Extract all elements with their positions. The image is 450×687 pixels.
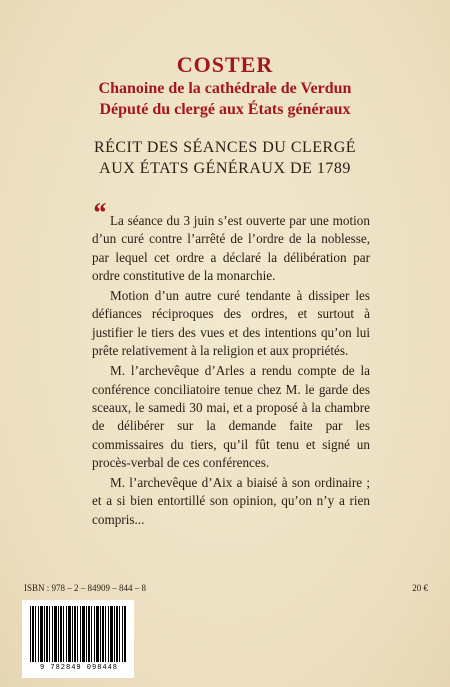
excerpt-paragraph: M. l’archevêque d’Arles a rendu compte de la conférence conciliatoire tenue chez M. le garde des sceaux, le samedi 30 mai, et a proposé à la chambre de délibérer sur la demande faite par les commissaires du tiers, qu’il fût tenu et signé un procès-verbal de ces conférences.	[92, 363, 370, 470]
author-subtitle-1: Chanoine de la cathédrale de Verdun	[98, 80, 352, 97]
excerpt-paragraph: Motion d’un autre curé tendante à dissiper les défiances réciproques des ordres, et surtout à justifier le tiers des vues et des intentions qu’on lui prête relativement à la religion et aux propriétés.	[92, 288, 370, 359]
barcode-number: 9 782849 098448	[39, 664, 118, 672]
book-title-line-2: AUX ÉTATS GÉNÉRAUX DE 1789	[99, 160, 351, 177]
opening-quote-mark: “	[92, 198, 106, 229]
price-label: 20 €	[412, 583, 428, 593]
isbn-label: ISBN : 978 – 2 – 84909 – 844 – 8	[24, 583, 147, 593]
excerpt-paragraph: La séance du 3 juin s’est ouverte par une motion d’un curé contre l’arrêté de l’ordre de la noblesse, par lequel cet ordre a déclaré la délibération par ordre constitutive de la monarchie.	[92, 213, 370, 283]
barcode-icon	[30, 606, 126, 662]
book-title-line-1: RÉCIT DES SÉANCES DU CLERGÉ	[93, 139, 357, 156]
excerpt-paragraph: M. l’archevêque d’Aix a biaisé à son ordinaire ; et a si bien entortillé son opinion, qu’on n’y a rien compris...	[92, 475, 370, 527]
author-name: COSTER	[176, 52, 274, 77]
author-subtitle-2: Député du clergé aux États généraux	[99, 101, 351, 118]
excerpt-text	[92, 212, 370, 531]
